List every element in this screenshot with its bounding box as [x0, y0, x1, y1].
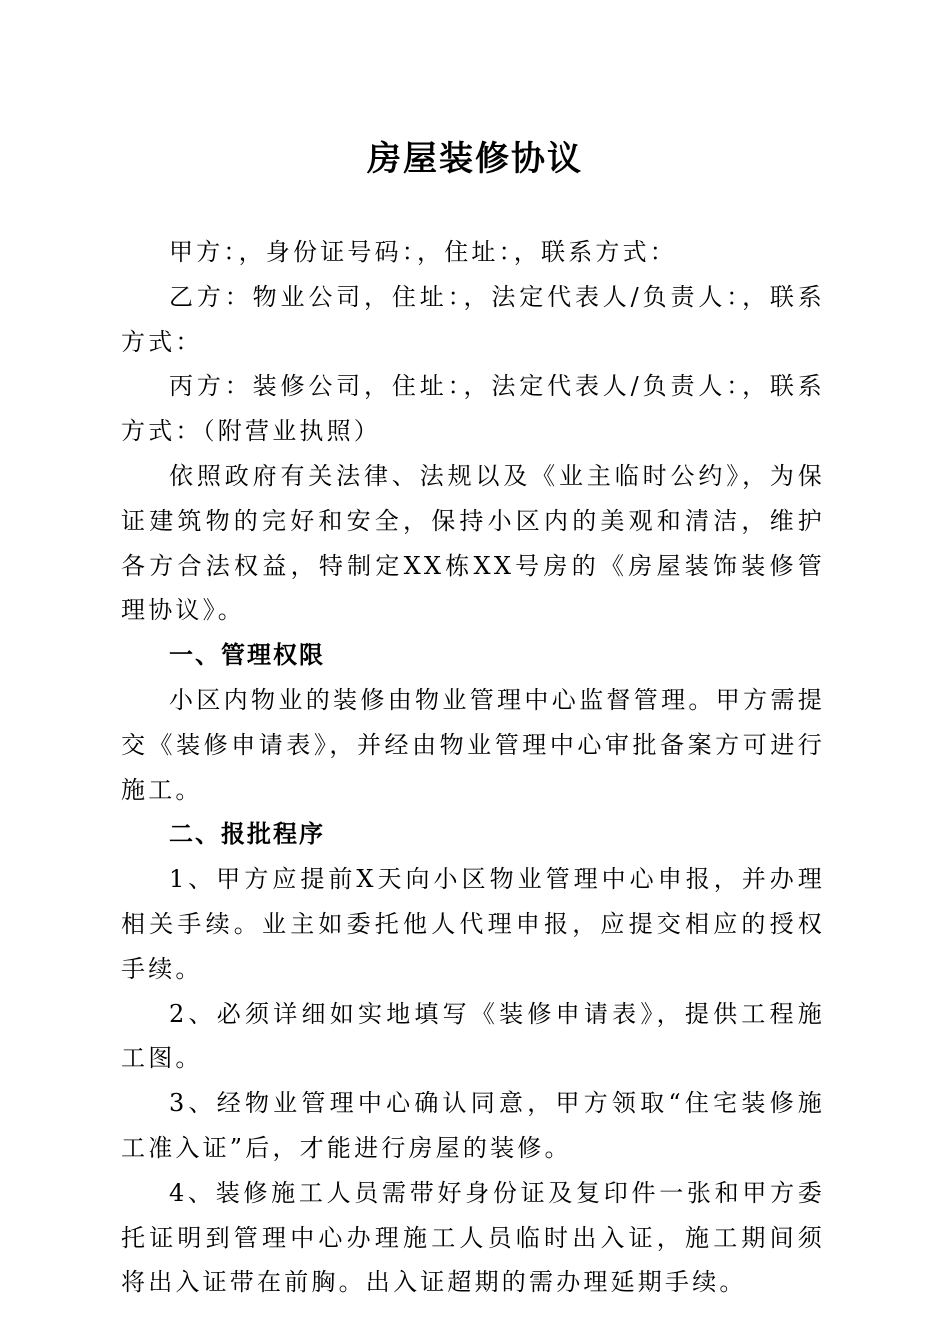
section-heading-management-authority: 一、管理权限 [169, 641, 325, 670]
procedure-item-4: 4、装修施工人员需带好身份证及复印件一张和甲方委托证明到管理中心办理施工人员临时出入证，施工期间须将出入证带在前胸。出入证超期的需办理延期手续。 [121, 1178, 825, 1297]
preamble-paragraph: 依照政府有关法律、法规以及《业主临时公约》，为保证建筑物的完好和安全，保持小区内的美观和清洁，维护各方合法权益，特制定XX栋XX号房的《房屋装饰装修管理协议》。 [121, 461, 825, 625]
procedure-item-3: 3、经物业管理中心确认同意，甲方领取“住宅装修施工准入证”后，才能进行房屋的装修。 [121, 1089, 825, 1162]
procedure-item-1: 1、甲方应提前X天向小区物业管理中心申报，并办理相关手续。业主如委托他人代理申报，应提交相应的授权手续。 [121, 865, 825, 983]
section-heading-approval-procedure: 二、报批程序 [169, 820, 325, 849]
document-body [121, 230, 825, 1305]
party-c-paragraph: 丙方：装修公司，住址：，法定代表人/负责人：，联系方式：（附营业执照） [121, 372, 825, 446]
management-authority-paragraph: 小区内物业的装修由物业管理中心监督管理。甲方需提交《装修申请表》，并经由物业管理中心审批备案方可进行施工。 [121, 685, 825, 804]
party-a-paragraph: 甲方：，身份证号码：，住址：，联系方式： [169, 238, 677, 266]
procedure-item-2: 2、必须详细如实地填写《装修申请表》，提供工程施工图。 [121, 999, 825, 1073]
document-title: 房屋装修协议 [367, 139, 583, 179]
party-b-paragraph: 乙方：物业公司，住址：，法定代表人/负责人：，联系方式： [121, 282, 825, 356]
